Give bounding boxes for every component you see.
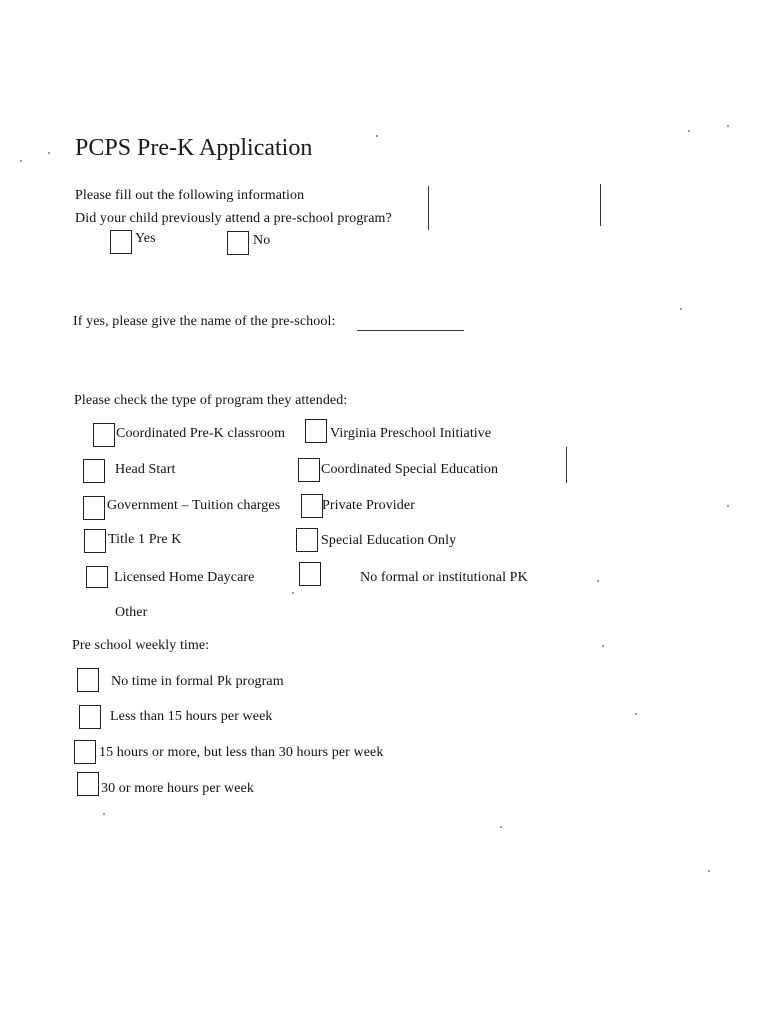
margin-mark (566, 447, 567, 483)
head-start-checkbox[interactable] (83, 459, 105, 483)
program-type-label: Please check the type of program they attended: (74, 393, 348, 408)
scan-speck (597, 580, 599, 582)
home-daycare-label: Licensed Home Daycare (114, 570, 255, 585)
no-time-checkbox[interactable] (77, 668, 99, 692)
scan-speck (680, 308, 682, 310)
30-plus-checkbox[interactable] (77, 772, 99, 796)
head-start-label: Head Start (115, 462, 176, 477)
previous-preschool-question: Did your child previously attend a pre-school program? (75, 211, 392, 226)
coordinated-prek-label: Coordinated Pre-K classroom (116, 426, 286, 441)
preschool-name-field[interactable] (357, 330, 464, 331)
scan-speck (20, 160, 22, 162)
government-checkbox[interactable] (83, 496, 105, 520)
sped-only-label: Special Education Only (321, 533, 457, 548)
vpi-checkbox[interactable] (305, 419, 327, 443)
15-to-30-label: 15 hours or more, but less than 30 hours per week (99, 745, 384, 760)
no-formal-pk-label: No formal or institutional PK (360, 570, 528, 585)
30-plus-label: 30 or more hours per week (101, 781, 254, 796)
under-15-label: Less than 15 hours per week (110, 709, 273, 724)
home-daycare-checkbox[interactable] (86, 566, 108, 588)
15-to-30-checkbox[interactable] (74, 740, 96, 764)
margin-mark (600, 184, 601, 226)
preschool-name-label: If yes, please give the name of the pre-school: (73, 314, 336, 329)
title1-label: Title 1 Pre K (108, 532, 182, 547)
no-formal-pk-checkbox[interactable] (299, 562, 321, 586)
page-title: PCPS Pre-K Application (75, 135, 313, 161)
coordinated-sped-checkbox[interactable] (298, 458, 320, 482)
scan-speck (688, 130, 690, 132)
weekly-time-label: Pre school weekly time: (72, 638, 210, 653)
no-checkbox[interactable] (227, 231, 249, 255)
scan-speck (727, 505, 729, 507)
scan-speck (376, 135, 378, 137)
government-label: Government – Tuition charges (107, 498, 281, 513)
yes-checkbox[interactable] (110, 230, 132, 254)
scan-speck (500, 826, 502, 828)
under-15-checkbox[interactable] (79, 705, 101, 729)
other-label: Other (115, 605, 148, 620)
intro-text: Please fill out the following information (75, 188, 305, 203)
scan-speck (708, 870, 710, 872)
scan-speck (635, 713, 637, 715)
scan-speck (602, 645, 604, 647)
no-time-label: No time in formal Pk program (111, 674, 284, 689)
scan-speck (103, 813, 105, 815)
scan-speck (727, 125, 729, 127)
sped-only-checkbox[interactable] (296, 528, 318, 552)
vpi-label: Virginia Preschool Initiative (330, 426, 492, 441)
yes-label: Yes (135, 231, 156, 246)
title1-checkbox[interactable] (84, 529, 106, 553)
no-label: No (253, 233, 271, 248)
scan-speck (48, 152, 50, 154)
coordinated-sped-label: Coordinated Special Education (321, 462, 499, 477)
scan-speck (292, 592, 294, 594)
coordinated-prek-checkbox[interactable] (93, 423, 115, 447)
private-provider-checkbox[interactable] (301, 494, 323, 518)
private-provider-label: Private Provider (322, 498, 415, 513)
margin-mark (428, 186, 429, 230)
